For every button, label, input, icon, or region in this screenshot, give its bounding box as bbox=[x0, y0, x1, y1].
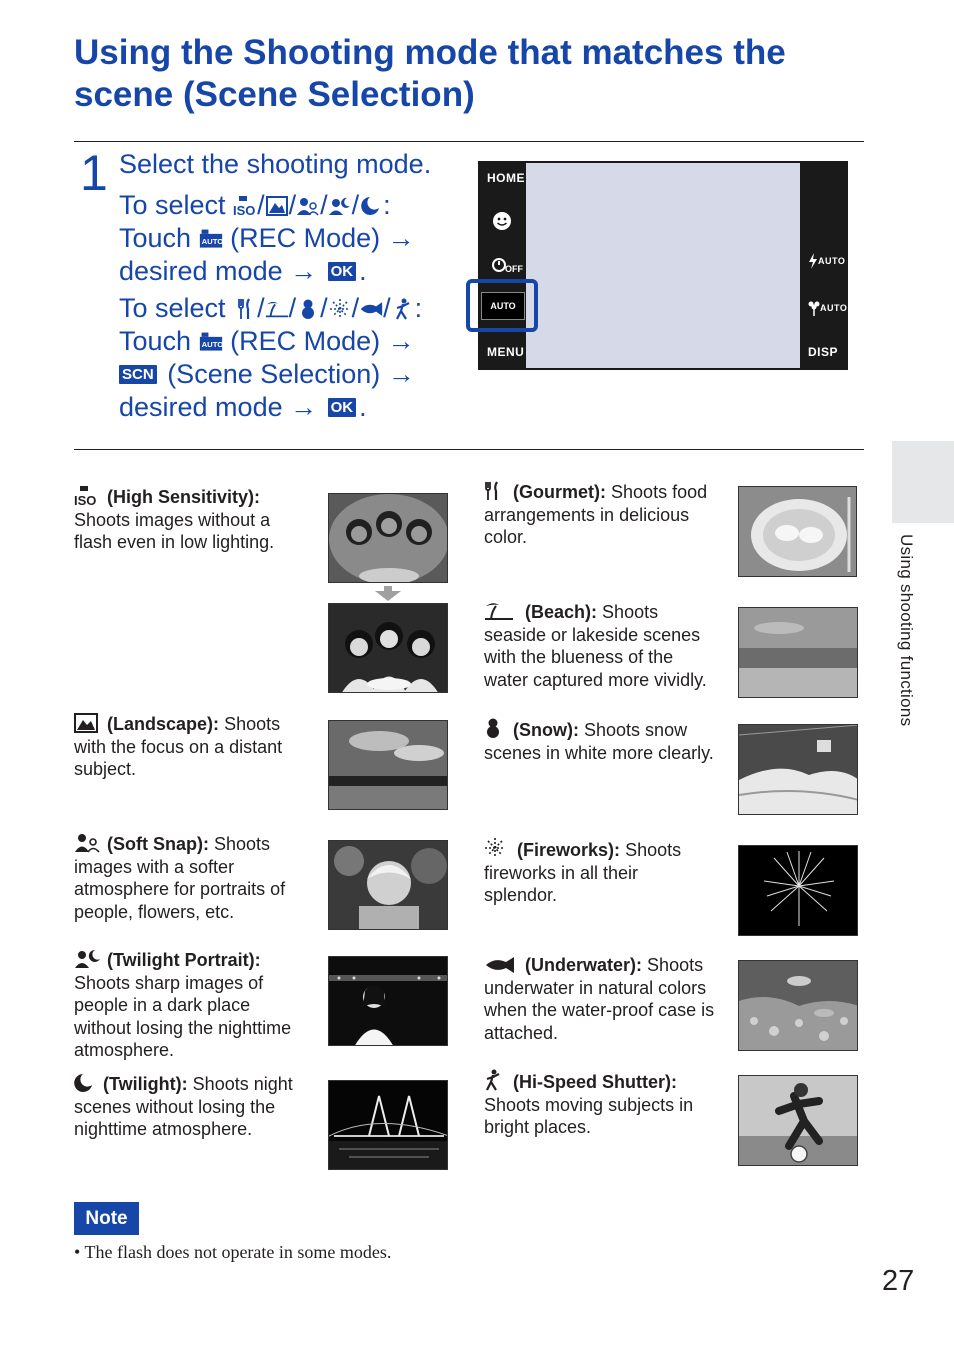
fireworks-photo bbox=[738, 845, 858, 936]
ok-icon: OK bbox=[328, 262, 357, 281]
step-divider bbox=[74, 449, 864, 450]
self-timer-off-icon[interactable] bbox=[491, 254, 525, 281]
title-line-1: Using the Shooting mode that matches the bbox=[74, 33, 786, 72]
smile-icon[interactable] bbox=[491, 210, 513, 237]
mode-landscape: (Landscape): Shoots with the focus on a distant subject. bbox=[74, 714, 283, 779]
underwater-photo bbox=[738, 960, 858, 1051]
svg-text:ISO: ISO bbox=[74, 493, 97, 506]
mode-fireworks: (Fireworks): Shoots fireworks in all their splendor. bbox=[484, 840, 682, 905]
scn-icon: SCN bbox=[119, 365, 157, 384]
landscape-icon bbox=[74, 713, 102, 733]
svg-text:AUTO: AUTO bbox=[201, 236, 223, 246]
soft-snap-photo bbox=[328, 840, 448, 930]
high-sensitivity-before-photo bbox=[328, 493, 448, 583]
flash-auto-button[interactable] bbox=[808, 253, 845, 269]
landscape-icon bbox=[265, 194, 289, 218]
touch-line-a: Touch AUTO (REC Mode) → bbox=[119, 223, 415, 253]
menu-button[interactable]: MENU bbox=[487, 345, 525, 359]
snow-photo bbox=[738, 724, 858, 815]
select-line-a: To select ISO / / / / : bbox=[119, 190, 391, 220]
page-number: 27 bbox=[882, 1265, 915, 1297]
desired-line-a: desired mode → OK . bbox=[119, 256, 367, 286]
fireworks-icon bbox=[484, 838, 512, 858]
soft-snap-icon bbox=[74, 833, 102, 853]
rec-mode-label: AUTO bbox=[490, 301, 516, 311]
rec-mode-auto-icon-b bbox=[199, 330, 223, 354]
high-sensitivity-after-photo bbox=[328, 603, 448, 693]
step-heading: Select the shooting mode. bbox=[119, 149, 432, 179]
mode-soft-snap: (Soft Snap): Shoots images with a softer atmosphere for portraits of people, flowers, etc. bbox=[74, 834, 286, 922]
gourmet-photo bbox=[738, 486, 857, 577]
desired-line-b: desired mode → OK . bbox=[119, 392, 367, 422]
gourmet-icon bbox=[233, 297, 257, 321]
snow-icon bbox=[484, 718, 508, 738]
page-title bbox=[74, 32, 864, 116]
landscape-photo bbox=[328, 720, 448, 810]
scene-line-b: SCN (Scene Selection) → bbox=[119, 358, 459, 391]
flash-icon bbox=[808, 253, 818, 269]
step-instructions bbox=[119, 148, 459, 424]
gourmet-icon bbox=[484, 481, 508, 501]
rec-mode-button[interactable] bbox=[481, 292, 525, 320]
mode-twilight-portrait: (Twilight Portrait): Shoots sharp images of people in a dark place without losing the nighttime atmosphere. bbox=[74, 950, 292, 1060]
hi-speed-shutter-photo bbox=[738, 1075, 858, 1166]
svg-text:OFF: OFF bbox=[505, 264, 523, 274]
hi-speed-shutter-icon bbox=[391, 297, 415, 321]
rec-mode-auto-icon bbox=[199, 227, 223, 251]
snow-icon bbox=[296, 297, 320, 321]
high-sensitivity-icon bbox=[233, 194, 257, 218]
beach-icon bbox=[265, 297, 289, 321]
touch-line-b: Touch AUTO (REC Mode) → bbox=[119, 326, 415, 356]
twilight-photo bbox=[328, 1080, 448, 1170]
fireworks-icon bbox=[328, 297, 352, 321]
beach-icon bbox=[484, 601, 520, 621]
camera-preview-area bbox=[526, 163, 800, 368]
section-label: Using shooting functions bbox=[897, 534, 916, 727]
twilight-icon bbox=[74, 1073, 98, 1093]
section-tab[interactable] bbox=[892, 441, 954, 523]
macro-auto-button[interactable] bbox=[808, 300, 847, 316]
top-divider bbox=[74, 141, 864, 142]
twilight-portrait-photo bbox=[328, 956, 448, 1046]
mode-gourmet: (Gourmet): Shoots food arrangements in delicious color. bbox=[484, 482, 708, 547]
macro-flower-icon bbox=[808, 300, 820, 316]
flash-auto-label: AUTO bbox=[818, 256, 846, 266]
twilight-portrait-icon bbox=[328, 194, 352, 218]
hi-speed-shutter-icon bbox=[484, 1070, 508, 1090]
mode-high-sensitivity: ISO (High Sensitivity): Shoots images without a flash even in low lighting. bbox=[74, 487, 275, 552]
mode-beach: (Beach): Shoots seaside or lakeside scenes with the blueness of the water captured more vividly. bbox=[484, 602, 707, 690]
underwater-icon bbox=[484, 955, 520, 975]
disp-button[interactable]: DISP bbox=[808, 345, 839, 359]
note-label: Note bbox=[74, 1202, 139, 1235]
ok-icon-b: OK bbox=[328, 398, 357, 417]
home-button[interactable]: HOME bbox=[487, 171, 525, 185]
twilight-portrait-icon bbox=[74, 949, 102, 969]
beach-photo bbox=[738, 607, 858, 698]
select-line-b: To select / / / / / : bbox=[119, 293, 423, 323]
macro-auto-label: AUTO bbox=[820, 303, 848, 313]
soft-snap-icon bbox=[296, 194, 320, 218]
title-line-2: scene (Scene Selection) bbox=[74, 75, 475, 114]
mode-underwater: (Underwater): Shoots underwater in natural colors when the water-proof case is attached. bbox=[484, 955, 715, 1043]
mode-snow: (Snow): Shoots snow scenes in white more clearly. bbox=[484, 720, 714, 763]
svg-text:ISO: ISO bbox=[233, 202, 256, 217]
high-sensitivity-icon bbox=[74, 486, 102, 506]
mode-twilight: (Twilight): Shoots night scenes without losing the nighttime atmosphere. bbox=[74, 1074, 293, 1139]
step-number: 1 bbox=[80, 145, 108, 201]
note-text: • The flash does not operate in some modes. bbox=[74, 1242, 392, 1262]
underwater-icon bbox=[359, 297, 383, 321]
twilight-icon bbox=[359, 194, 383, 218]
mode-hi-speed-shutter: (Hi-Speed Shutter): Shoots moving subjects in bright places. bbox=[484, 1070, 734, 1139]
svg-text:AUTO: AUTO bbox=[201, 339, 223, 349]
